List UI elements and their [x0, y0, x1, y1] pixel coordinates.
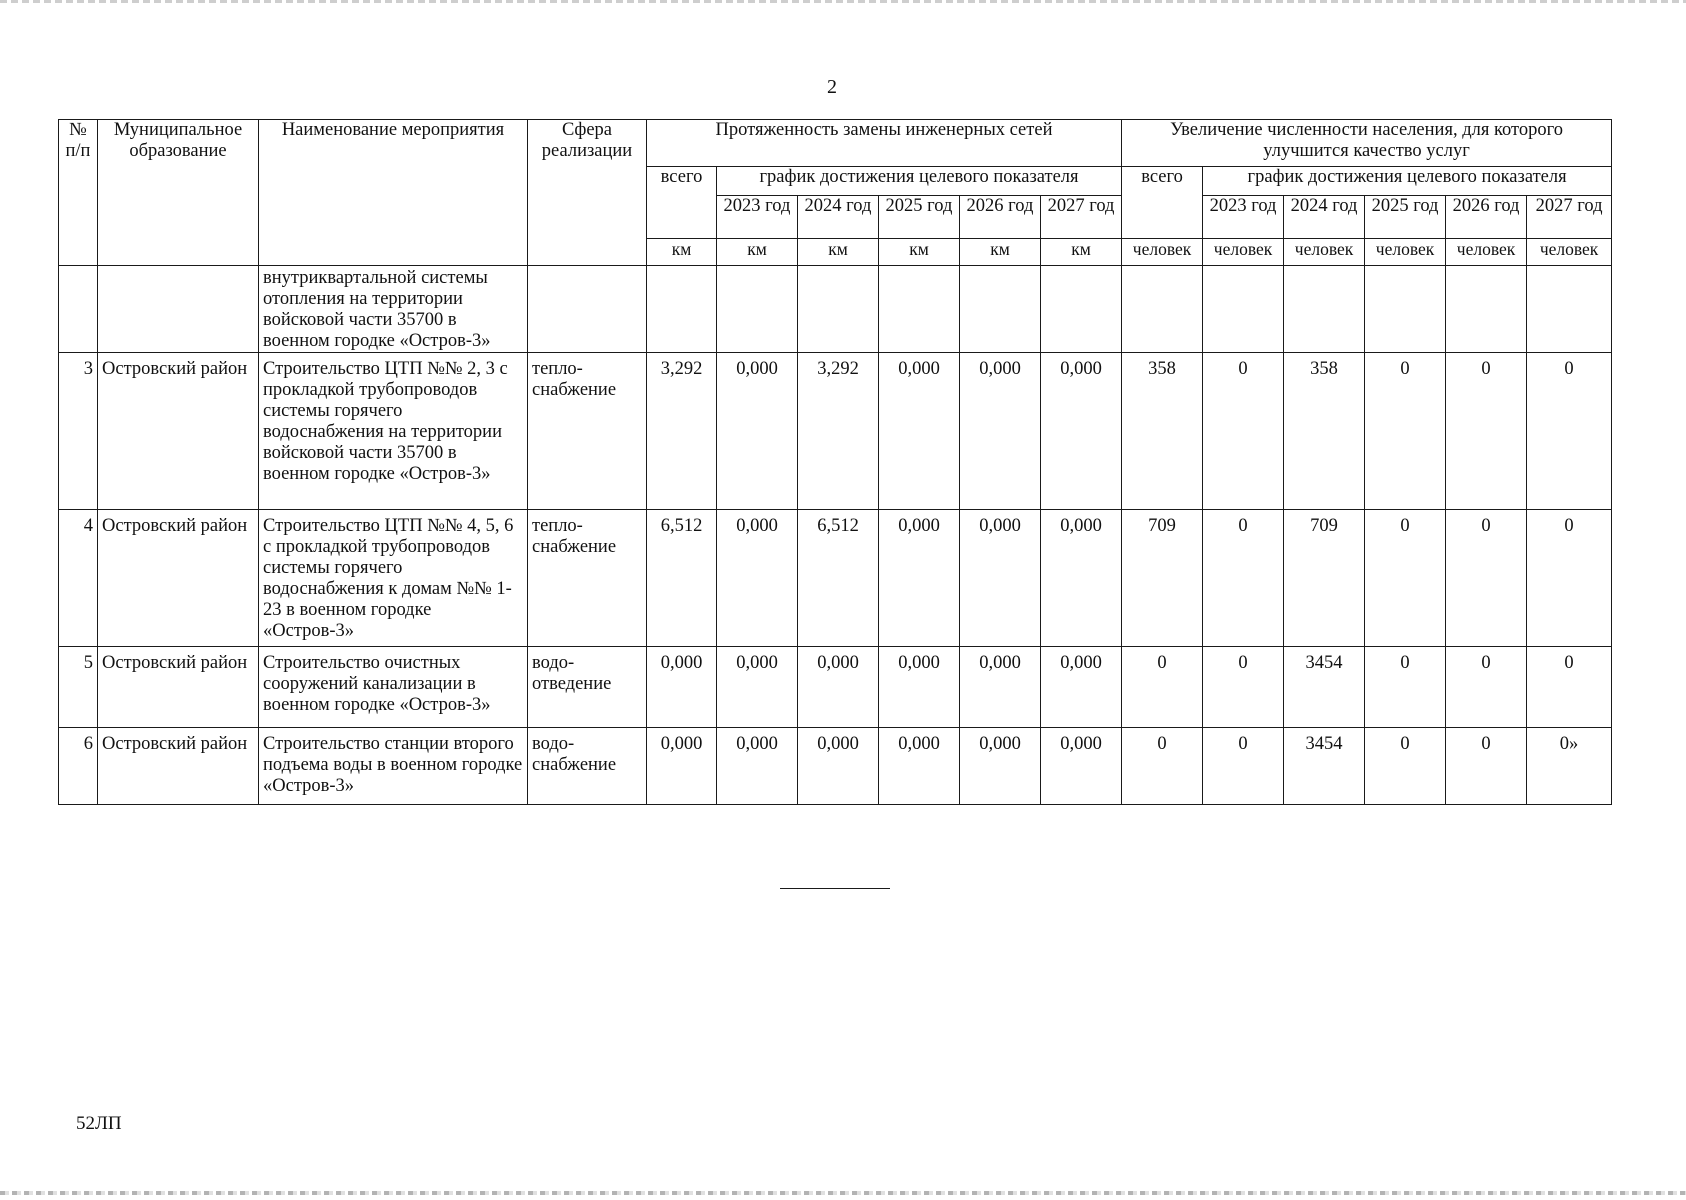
cell-km-2025: 0,000: [879, 510, 960, 647]
cell-event: Строительство станции второго подъема воды в военном городке «Остров-3»: [259, 728, 528, 805]
cell-km-2025: 0,000: [879, 353, 960, 510]
cell-people-2026: 0: [1446, 647, 1527, 728]
page-number: 2: [827, 76, 837, 98]
header-sphere: Сфера реализации: [528, 120, 647, 266]
header-km-year-2025: 2025 год: [879, 196, 960, 239]
cell-sphere: [528, 266, 647, 353]
unit-people: человек: [1122, 239, 1203, 266]
table-row: [59, 266, 1612, 353]
cell-km-total: 0,000: [647, 728, 717, 805]
cell-event: Строительство очистных сооружений канализации в военном городке «Остров-3»: [259, 647, 528, 728]
table-row: [59, 647, 1612, 728]
header-km-schedule: график достижения целевого показателя: [717, 167, 1122, 196]
table-body: [59, 266, 1612, 805]
unit-people: человек: [1203, 239, 1284, 266]
header-km-year-2024: 2024 год: [798, 196, 879, 239]
header-people-year-2027: 2027 год: [1527, 196, 1612, 239]
unit-km: км: [647, 239, 717, 266]
cell-km-2025: 0,000: [879, 728, 960, 805]
cell-km-2026: 0,000: [960, 510, 1041, 647]
cell-municipality: Островский район: [98, 510, 259, 647]
unit-people: человек: [1284, 239, 1365, 266]
table-row: [59, 510, 1612, 647]
cell-people-2023: 0: [1203, 353, 1284, 510]
header-row-number: № п/п: [59, 120, 98, 266]
cell-people-total: 358: [1122, 353, 1203, 510]
cell-people-2027: 0: [1527, 510, 1612, 647]
header-km-year-2023: 2023 год: [717, 196, 798, 239]
cell-people-2027: [1527, 266, 1612, 353]
cell-sphere: тепло- снабжение: [528, 353, 647, 510]
cell-people-total: 709: [1122, 510, 1203, 647]
cell-km-2025: 0,000: [879, 647, 960, 728]
cell-km-total: 3,292: [647, 353, 717, 510]
cell-sphere: водо- снабжение: [528, 728, 647, 805]
cell-km-2027: [1041, 266, 1122, 353]
header-people-year-2024: 2024 год: [1284, 196, 1365, 239]
unit-km: км: [717, 239, 798, 266]
cell-km-2024: 0,000: [798, 647, 879, 728]
scan-edge-top: [0, 0, 1686, 3]
header-event-name: Наименование мероприятия: [259, 120, 528, 266]
cell-people-2027: 0: [1527, 647, 1612, 728]
unit-km: км: [798, 239, 879, 266]
unit-people: человек: [1365, 239, 1446, 266]
footer-code: 52ЛП: [76, 1113, 122, 1134]
cell-people-total: 0: [1122, 728, 1203, 805]
cell-km-2023: 0,000: [717, 647, 798, 728]
table-row: [59, 353, 1612, 510]
program-table: [58, 119, 1612, 805]
cell-km-total: 6,512: [647, 510, 717, 647]
header-people-schedule: график достижения целевого показателя: [1203, 167, 1612, 196]
header-municipality: Муниципальное образование: [98, 120, 259, 266]
cell-km-total: [647, 266, 717, 353]
cell-people-2024: 709: [1284, 510, 1365, 647]
cell-km-2026: 0,000: [960, 647, 1041, 728]
end-of-document-line: [780, 888, 890, 889]
cell-km-2027: 0,000: [1041, 728, 1122, 805]
header-people-year-2026: 2026 год: [1446, 196, 1527, 239]
cell-people-2024: 358: [1284, 353, 1365, 510]
unit-people: человек: [1527, 239, 1612, 266]
cell-km-total: 0,000: [647, 647, 717, 728]
cell-number: 4: [59, 510, 98, 647]
header-km-year-2026: 2026 год: [960, 196, 1041, 239]
cell-km-2026: 0,000: [960, 728, 1041, 805]
cell-people-2026: 0: [1446, 353, 1527, 510]
cell-km-2024: [798, 266, 879, 353]
cell-number: 5: [59, 647, 98, 728]
cell-people-2025: 0: [1365, 647, 1446, 728]
cell-km-2023: 0,000: [717, 353, 798, 510]
cell-municipality: Островский район: [98, 728, 259, 805]
table-header: [59, 120, 1612, 266]
cell-km-2023: 0,000: [717, 510, 798, 647]
cell-km-2027: 0,000: [1041, 510, 1122, 647]
header-km-total: всего: [647, 167, 717, 239]
cell-municipality: [98, 266, 259, 353]
cell-people-total: 0: [1122, 647, 1203, 728]
cell-km-2027: 0,000: [1041, 647, 1122, 728]
header-people-year-2025: 2025 год: [1365, 196, 1446, 239]
cell-people-2023: [1203, 266, 1284, 353]
cell-event: Строительство ЦТП №№ 2, 3 с прокладкой трубопроводов системы горячего водоснабжения на территории войсковой части 35700 в военном городке «Остров-3»: [259, 353, 528, 510]
cell-people-total: [1122, 266, 1203, 353]
cell-people-2025: 0: [1365, 728, 1446, 805]
header-people-total: всего: [1122, 167, 1203, 239]
cell-people-2026: 0: [1446, 728, 1527, 805]
cell-people-2023: 0: [1203, 647, 1284, 728]
cell-people-2025: 0: [1365, 353, 1446, 510]
cell-people-2024: 3454: [1284, 728, 1365, 805]
cell-km-2026: 0,000: [960, 353, 1041, 510]
cell-km-2027: 0,000: [1041, 353, 1122, 510]
cell-people-2023: 0: [1203, 510, 1284, 647]
header-length-group: Протяженность замены инженерных сетей: [647, 120, 1122, 167]
cell-km-2026: [960, 266, 1041, 353]
cell-km-2023: 0,000: [717, 728, 798, 805]
cell-people-2025: [1365, 266, 1446, 353]
cell-people-2024: 3454: [1284, 647, 1365, 728]
cell-people-2027: 0: [1527, 353, 1612, 510]
unit-km: км: [1041, 239, 1122, 266]
cell-number: 3: [59, 353, 98, 510]
cell-people-2027: 0»: [1527, 728, 1612, 805]
cell-number: 6: [59, 728, 98, 805]
header-km-year-2027: 2027 год: [1041, 196, 1122, 239]
cell-people-2025: 0: [1365, 510, 1446, 647]
cell-number: [59, 266, 98, 353]
cell-municipality: Островский район: [98, 353, 259, 510]
cell-km-2023: [717, 266, 798, 353]
cell-km-2025: [879, 266, 960, 353]
cell-municipality: Островский район: [98, 647, 259, 728]
header-people-year-2023: 2023 год: [1203, 196, 1284, 239]
cell-km-2024: 3,292: [798, 353, 879, 510]
cell-people-2026: [1446, 266, 1527, 353]
table-row: [59, 728, 1612, 805]
header-population-group: Увеличение численности населения, для которого улучшится качество услуг: [1122, 120, 1612, 167]
unit-km: км: [879, 239, 960, 266]
cell-sphere: водо- отведение: [528, 647, 647, 728]
cell-event: внутриквартальной системы отопления на территории войсковой части 35700 в военном городке «Остров-3»: [259, 266, 528, 353]
cell-sphere: тепло- снабжение: [528, 510, 647, 647]
unit-people: человек: [1446, 239, 1527, 266]
scan-edge-bottom: [0, 1191, 1686, 1195]
cell-people-2023: 0: [1203, 728, 1284, 805]
cell-people-2024: [1284, 266, 1365, 353]
unit-km: км: [960, 239, 1041, 266]
cell-people-2026: 0: [1446, 510, 1527, 647]
cell-km-2024: 6,512: [798, 510, 879, 647]
cell-event: Строительство ЦТП №№ 4, 5, 6 с прокладкой трубопроводов системы горячего водоснабжения к домам №№ 1-23 в военном городке «Остров-3»: [259, 510, 528, 647]
cell-km-2024: 0,000: [798, 728, 879, 805]
